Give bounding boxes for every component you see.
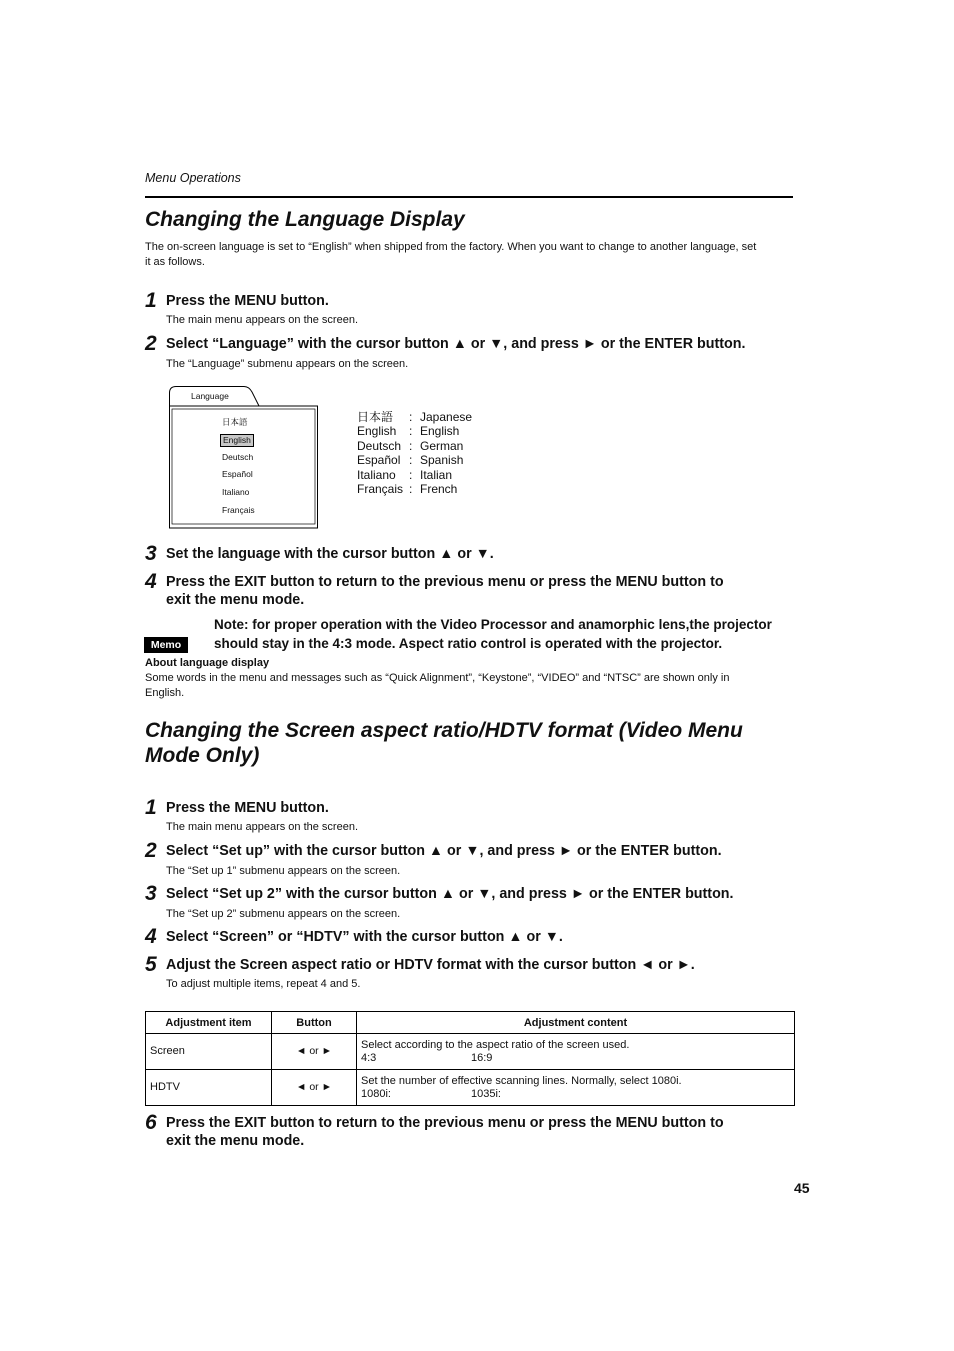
content-value: 1035i: bbox=[471, 1087, 501, 1100]
language-meaning: English bbox=[420, 424, 460, 439]
submenu-item-espanol[interactable]: Español bbox=[222, 469, 253, 479]
step-number: 4 bbox=[145, 925, 157, 948]
step-sub: The “Set up 1” submenu appears on the screen. bbox=[166, 865, 401, 877]
memo-badge: Memo bbox=[144, 637, 188, 653]
content-value: 4:3 bbox=[361, 1051, 377, 1064]
content-values bbox=[361, 1052, 790, 1065]
submenu-item-deutsch[interactable]: Deutsch bbox=[222, 452, 254, 462]
language-separator: : bbox=[409, 410, 413, 424]
section-title-language: Changing the Language Display bbox=[145, 208, 465, 231]
language-submenu-illustration bbox=[169, 386, 318, 529]
header-rule bbox=[145, 196, 793, 198]
step-number: 6 bbox=[145, 1111, 157, 1134]
content-values bbox=[361, 1088, 790, 1101]
about-line: Some words in the menu and messages such as “Quick Alignment”, “Keystone”, “VIDEO” and “NTSC” are shown only in bbox=[145, 672, 730, 684]
page-number: 45 bbox=[794, 1180, 810, 1196]
adjustment-item: Screen bbox=[146, 1034, 272, 1070]
language-name: 日本語 bbox=[357, 410, 394, 424]
step-text: Select “Language” with the cursor button ▲ or ▼, and press ► or the ENTER button. bbox=[166, 336, 746, 352]
language-meaning: Japanese bbox=[420, 410, 473, 424]
language-legend-row bbox=[357, 439, 472, 453]
content-text: Select according to the aspect ratio of the screen used. bbox=[361, 1038, 630, 1051]
step-number: 4 bbox=[145, 570, 157, 593]
submenu-item-english-selected[interactable]: English bbox=[220, 434, 254, 447]
section-label: Menu Operations bbox=[145, 171, 241, 185]
step-number: 3 bbox=[145, 542, 157, 565]
intro-line: The on-screen language is set to “English” when shipped from the factory. When you want to change to another language, set bbox=[145, 241, 757, 253]
table-header-row bbox=[146, 1012, 795, 1034]
step-text: Select “Screen” or “HDTV” with the cursor button ▲ or ▼. bbox=[166, 929, 563, 945]
language-separator: : bbox=[409, 482, 413, 497]
step-text: Set the language with the cursor button ▲ or ▼. bbox=[166, 546, 494, 562]
submenu-item-italiano[interactable]: Italiano bbox=[222, 487, 250, 497]
language-name: Italiano bbox=[357, 467, 396, 482]
content-value: 1080i: bbox=[361, 1087, 391, 1100]
step-number: 5 bbox=[145, 953, 157, 976]
language-legend-row bbox=[357, 424, 472, 438]
step-text bbox=[166, 573, 796, 609]
language-legend bbox=[357, 410, 472, 496]
step-number: 1 bbox=[145, 289, 157, 312]
submenu-tab-label: Language bbox=[191, 391, 229, 401]
step-number: 3 bbox=[145, 882, 157, 905]
language-legend-row bbox=[357, 482, 472, 496]
step-sub: The main menu appears on the screen. bbox=[166, 821, 359, 833]
note-text bbox=[214, 616, 814, 653]
submenu-item-japanese[interactable]: 日本語 bbox=[222, 417, 248, 427]
column-header: Adjustment item bbox=[146, 1012, 272, 1034]
step-sub: The “Set up 2” submenu appears on the screen. bbox=[166, 908, 401, 920]
adjustment-content bbox=[357, 1070, 795, 1106]
adjustment-content bbox=[357, 1034, 795, 1070]
language-meaning: Italian bbox=[420, 467, 453, 482]
language-meaning: German bbox=[420, 438, 464, 453]
language-name: Deutsch bbox=[357, 438, 402, 453]
language-legend-row bbox=[357, 453, 472, 467]
about-line: English. bbox=[145, 687, 185, 699]
language-name: Español bbox=[357, 453, 401, 468]
table-row bbox=[146, 1070, 795, 1106]
step-number: 2 bbox=[145, 332, 157, 355]
language-separator: : bbox=[409, 424, 413, 439]
step-sub: To adjust multiple items, repeat 4 and 5. bbox=[166, 978, 361, 990]
submenu-item-francais[interactable]: Français bbox=[222, 505, 255, 515]
intro-line: it as follows. bbox=[145, 256, 205, 268]
content-value: 16:9 bbox=[471, 1051, 493, 1064]
table-row bbox=[146, 1034, 795, 1070]
language-meaning: Spanish bbox=[420, 453, 464, 468]
section-title-aspect-ratio bbox=[145, 718, 743, 768]
step-number: 2 bbox=[145, 839, 157, 862]
adjustment-table bbox=[145, 1011, 795, 1106]
step-text: Adjust the Screen aspect ratio or HDTV format with the cursor button ◄ or ►. bbox=[166, 957, 695, 973]
step-text bbox=[166, 1114, 796, 1150]
column-header: Button bbox=[272, 1012, 357, 1034]
adjustment-button: ◄ or ► bbox=[272, 1070, 357, 1106]
step-text-line: exit the menu mode. bbox=[166, 592, 305, 608]
step-text-line: Press the EXIT button to return to the previous menu or press the MENU button to bbox=[166, 1115, 724, 1131]
content-text: Set the number of effective scanning lines. Normally, select 1080i. bbox=[361, 1074, 682, 1087]
note-line: should stay in the 4:3 mode. Aspect ratio control is operated with the projector. bbox=[214, 635, 723, 651]
step-sub: The main menu appears on the screen. bbox=[166, 314, 359, 326]
step-text: Press the MENU button. bbox=[166, 293, 329, 309]
language-legend-row bbox=[357, 468, 472, 482]
step-text-line: exit the menu mode. bbox=[166, 1133, 305, 1149]
language-name: English bbox=[357, 424, 397, 439]
adjustment-button: ◄ or ► bbox=[272, 1034, 357, 1070]
step-text: Select “Set up” with the cursor button ▲ or ▼, and press ► or the ENTER button. bbox=[166, 843, 722, 859]
language-meaning: French bbox=[420, 482, 458, 497]
language-separator: : bbox=[409, 453, 413, 468]
about-language-title: About language display bbox=[145, 657, 270, 669]
title-line: Changing the Screen aspect ratio/HDTV format (Video Menu bbox=[145, 719, 743, 742]
about-language-text bbox=[145, 671, 785, 701]
step-text: Select “Set up 2” with the cursor button ▲ or ▼, and press ► or the ENTER button. bbox=[166, 886, 734, 902]
step-text-line: Press the EXIT button to return to the previous menu or press the MENU button to bbox=[166, 574, 724, 590]
step-number: 1 bbox=[145, 796, 157, 819]
step-sub: The “Language” submenu appears on the screen. bbox=[166, 358, 409, 370]
language-separator: : bbox=[409, 438, 413, 453]
step-text: Press the MENU button. bbox=[166, 800, 329, 816]
adjustment-item: HDTV bbox=[146, 1070, 272, 1106]
language-name: Français bbox=[357, 482, 404, 497]
title-line: Mode Only) bbox=[145, 744, 260, 767]
intro-paragraph bbox=[145, 240, 795, 270]
column-header: Adjustment content bbox=[357, 1012, 795, 1034]
language-legend-row bbox=[357, 410, 472, 424]
language-separator: : bbox=[409, 467, 413, 482]
note-line: Note: for proper operation with the Video Processor and anamorphic lens,the projector bbox=[214, 617, 772, 632]
